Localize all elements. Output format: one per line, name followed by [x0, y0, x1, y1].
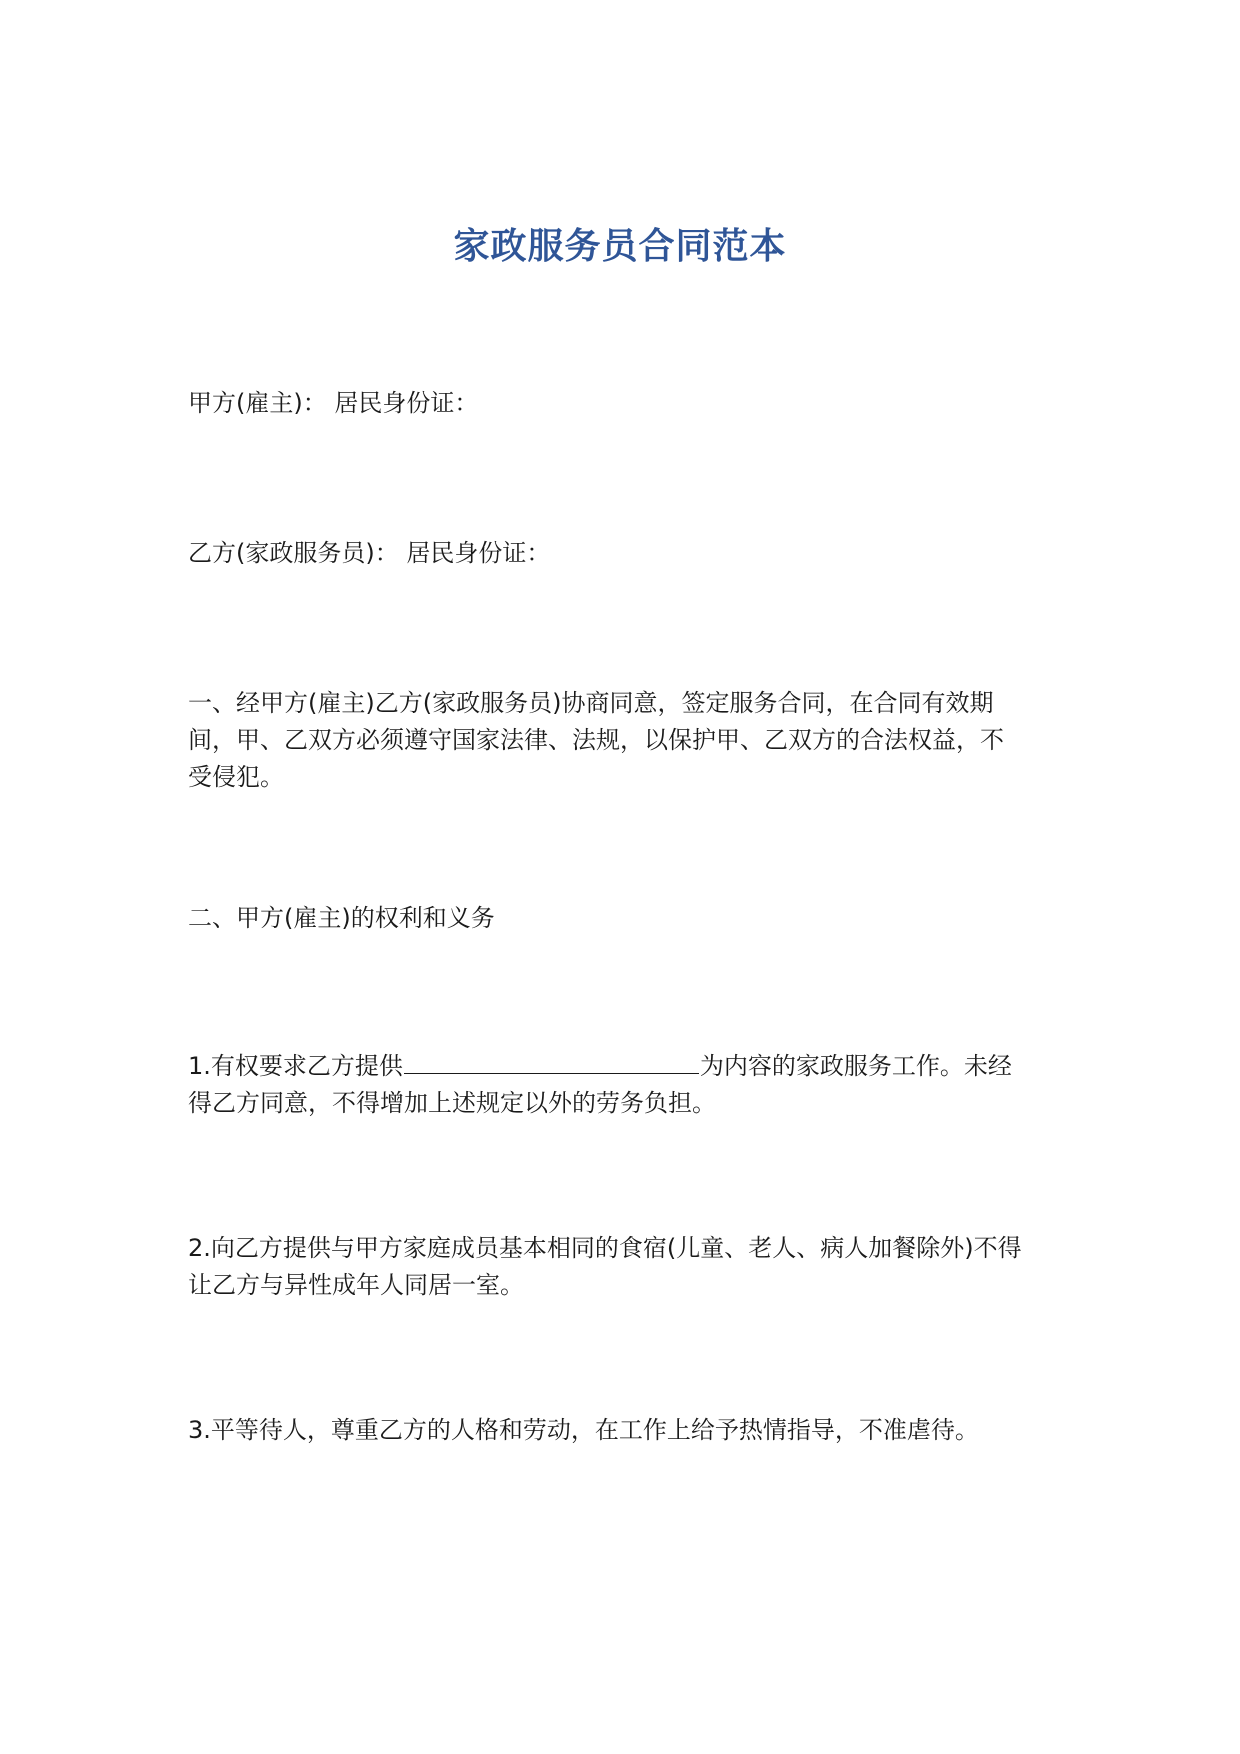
document-title: 家政服务员合同范本: [453, 226, 787, 267]
item-2-paragraph: [188, 1230, 1068, 1304]
item-1-line-1: [188, 1048, 1068, 1085]
item-2-line-1: 2.向乙方提供与甲方家庭成员基本相同的食宿(儿童、老人、病人加餐除外)不得: [188, 1234, 1022, 1262]
section-1-paragraph: [188, 685, 1068, 796]
party-a-line: [188, 385, 1068, 422]
item-1-after-blank: 为内容的家政服务工作。未经: [699, 1052, 1012, 1080]
item-2-line-2: 让乙方与异性成年人同居一室。: [188, 1271, 524, 1299]
section-2-text: 二、甲方(雇主)的权利和义务: [188, 904, 495, 932]
section-1-line-1: 一、经甲方(雇主)乙方(家政服务员)协商同意，签定服务合同，在合同有效期: [188, 689, 994, 717]
item-1-before-blank: 1.有权要求乙方提供: [188, 1052, 403, 1080]
section-1-line-3: 受侵犯。: [188, 763, 284, 791]
party-a-text: 甲方(雇主)： 居民身份证：: [188, 389, 479, 417]
party-b-line: [188, 535, 1068, 572]
fill-in-blank[interactable]: [404, 1049, 699, 1074]
item-3-text: 3.平等待人，尊重乙方的人格和劳动，在工作上给予热情指导，不准虐待。: [188, 1416, 979, 1444]
item-3-paragraph: [188, 1412, 1068, 1449]
item-1-line-2: 得乙方同意，不得增加上述规定以外的劳务负担。: [188, 1089, 716, 1117]
party-b-text: 乙方(家政服务员)： 居民身份证：: [188, 539, 551, 567]
item-1-paragraph: [188, 1048, 1068, 1122]
section-2-heading: [188, 900, 1068, 937]
section-1-line-2: 间，甲、乙双方必须遵守国家法律、法规，以保护甲、乙双方的合法权益，不: [188, 726, 1004, 754]
